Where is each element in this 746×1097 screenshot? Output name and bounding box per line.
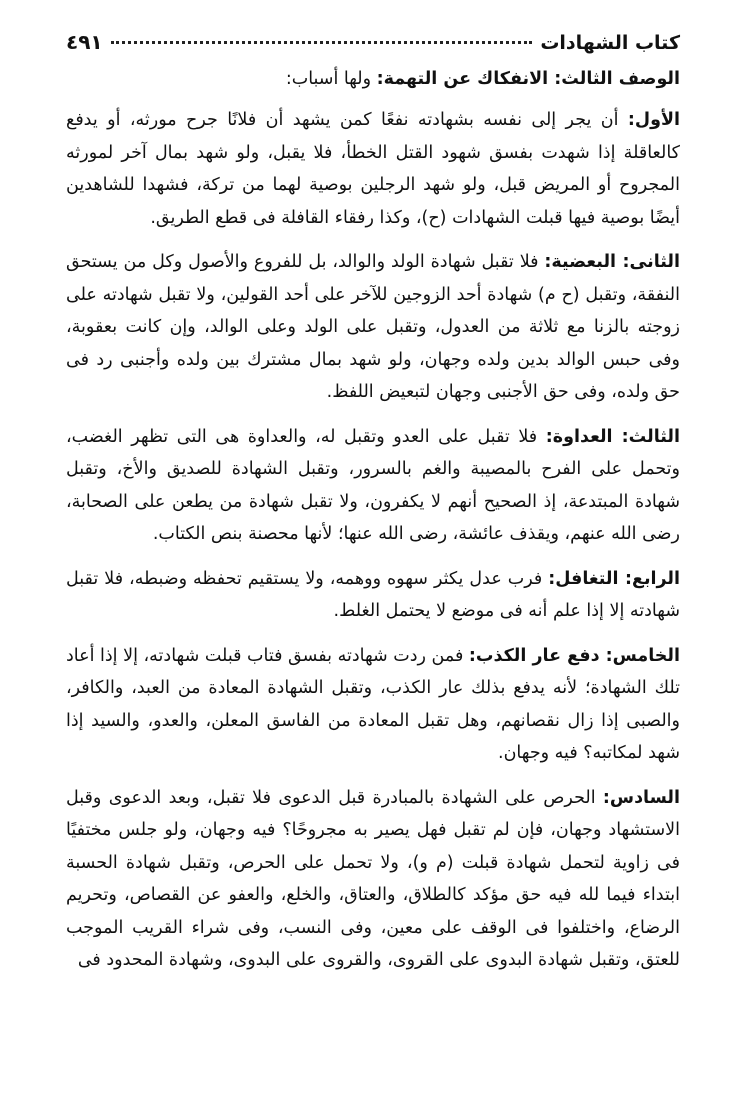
paragraph-third: [66, 421, 680, 551]
paragraph-text: فمن ردت شهادته بفسق فتاب قبلت شهادته، إلا إذا أعاد تلك الشهادة؛ لأنه يدفع بذلك عار الكذب، وتقبل الشهادة المعادة من العبد، والكافر، والصبى إذا زال نقصانهم، وهل تقبل المعادة من الفاسق المعلن، والعدو، والسيد إذا شهد لمكاتبه؟ فيه وجهان.: [66, 645, 680, 763]
paragraph-fifth: [66, 640, 680, 770]
section-heading-rest: ولها أسباب:: [285, 69, 377, 89]
section-heading-bold: الوصف الثالث: الانفكاك عن التهمة:: [376, 69, 680, 89]
paragraph-fourth: [66, 563, 680, 628]
leader-dots: [111, 41, 533, 44]
section-heading: [66, 64, 680, 94]
paragraph-lead: الأول:: [627, 110, 680, 130]
running-head-title: كتاب الشهادات: [540, 32, 680, 54]
page-number: ٤٩١: [66, 30, 103, 54]
paragraph-text: أن يجر إلى نفسه بشهادته نفعًا كمن يشهد أن فلانًا جرح مورثه، أو يدفع كالعاقلة إذا شهدت بفسق شهود القتل الخطأ، فلا يقبل، ولو شهد بمال آخر لمورثه المجروح أو المريض قبل، ولو شهد الرجلين بوصية لهما من تركة، فشهدا للشاهدين أيضًا بوصية فيها قبلت الشهادات (ح)، وكذا رفقاء القافلة فى قطع الطريق.: [66, 110, 680, 228]
page-header: [66, 30, 680, 60]
paragraph-sixth: [66, 782, 680, 977]
paragraph-first: [66, 104, 680, 234]
paragraph-lead: الثالث: العداوة:: [545, 426, 680, 447]
paragraph-second: [66, 246, 680, 409]
paragraph-text: فرب عدل يكثر سهوه ووهمه، ولا يستقيم تحفظه وضبطه، فلا تقبل شهادته إلا إذا علم أنه فى موضع لا يحتمل الغلط.: [66, 568, 680, 621]
paragraph-text: الحرص على الشهادة بالمبادرة قبل الدعوى فلا تقبل، وبعد الدعوى وقبل الاستشهاد وجهان، فإن لم تقبل فهل يصير به مجروحًا؟ فيه وجهان، ولو جلس مختفيًا فى زاوية لتحمل شهادة قبلت (م و)، ولا تحمل على الحرص، وتقبل شهادة الحسبة ابتداء فيما لله فيه حق مؤكد كالطلاق، والعتاق، والخلع، والعفو عن القصاص، وتحريم الرضاع، واختلفوا فى الوقف على معين، وفى النسب، وفى شراء القريب الموجب للعتق، وتقبل شهادة البدوى على القروى، والقروى على البدوى، وشهادة المحدود فى: [66, 787, 680, 970]
paragraph-text: فلا تقبل على العدو وتقبل له، والعداوة هى التى تظهر الغضب، وتحمل على الفرح بالمصيبة والغم بالسرور، وتقبل الشهادة للصديق والأخ، وتقبل شهادة المبتدعة، إذ الصحيح أنهم لا يكفرون، ولا تقبل شهادة من يطعن على الصحابة، رضى الله عنهم، ويقذف عائشة، رضى الله عنها؛ لأنها محصنة بنص الكتاب.: [66, 426, 680, 544]
paragraph-lead: الرابع: التغافل:: [548, 568, 680, 589]
paragraph-lead: الثانى: البعضية:: [544, 252, 681, 272]
paragraph-lead: الخامس: دفع عار الكذب:: [468, 645, 680, 666]
paragraph-lead: السادس:: [602, 787, 680, 808]
paragraph-text: فلا تقبل شهادة الولد والوالد، بل للفروع والأصول وكل من يستحق النفقة، وتقبل (ح م) شهادة أحد الزوجين للآخر على أحد القولين، ولا تقبل شهادته على زوجته بالزنا مع ثلاثة من العدول، وتقبل على الولد وعلى الوالد، وإن كانت بعقوبة، وفى حبس الوالد بدين ولده وجهان، ولو شهد بمال مشترك بين ولده وأجنبى رد فى حق ولده، وفى حق الأجنبى وجهان لتبعيض اللفظ.: [66, 252, 680, 402]
